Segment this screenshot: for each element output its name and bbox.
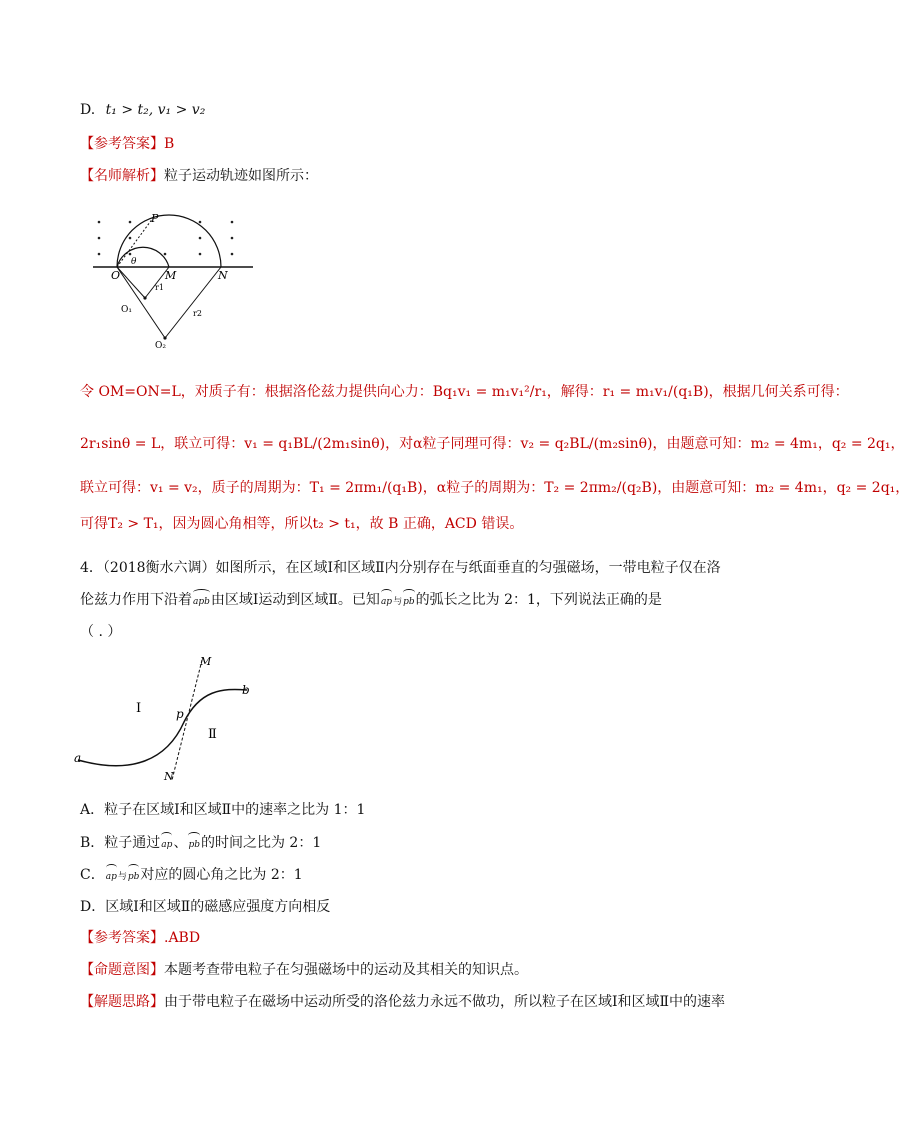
option-a: A．粒子在区域Ⅰ和区域Ⅱ中的速率之比为 1：1 <box>80 802 366 818</box>
label-p: P <box>151 212 159 225</box>
q4-stem-line-1: 4．（2018衡水六调）如图所示，在区域Ⅰ和区域Ⅱ内分别存在与纸面垂直的匀强磁场，一带电粒子仅在洛 <box>80 560 721 576</box>
label-region-1: I <box>136 701 142 716</box>
regions-figure <box>72 650 272 785</box>
option-d: D．区域Ⅰ和区域Ⅱ的磁感应强度方向相反 <box>80 899 331 915</box>
q3-analysis-line <box>80 166 318 186</box>
q4-stem-line-2: 伦兹力作用下沿着apb由区域Ⅰ运动到区域Ⅱ。已知ap与pb的弧长之比为 2：1，下列说法正确的是 <box>80 590 662 612</box>
arc-apb: apb <box>193 592 210 612</box>
o-to-o1-line <box>117 267 145 298</box>
label-n: N <box>218 269 228 282</box>
label-b: b <box>242 683 250 697</box>
option-b: B．粒子通过ap、pb的时间之比为 2：1 <box>80 833 321 855</box>
o-to-o2-line <box>117 267 165 338</box>
label-m: M <box>165 269 177 282</box>
solution-line-3: 联立可得：v₁ = v₂，质子的周期为：T₁ = 2πm₁/(q₁B)，α粒子的周期为：T₂ = 2πm₂/(q₂B)，由题意可知：m₂ = 4m₁，q₂ = 2q₁， <box>80 480 909 496</box>
label-region-2: Ⅱ <box>208 727 217 742</box>
analysis-intro: 粒子运动轨迹如图所示： <box>164 168 318 184</box>
q4-answer-paren: （ . ） <box>80 624 122 640</box>
q3-answer-line <box>80 134 174 154</box>
label-o2: O₂ <box>155 341 166 351</box>
label-n2: N <box>164 770 174 783</box>
trajectory-figure <box>85 200 255 350</box>
arc-ap: ap <box>381 592 392 612</box>
q4-idea-line: 【解题思路】由于带电粒子在磁场中运动所受的洛伦兹力永远不做功，所以粒子在区域Ⅰ和区域Ⅱ中的速率 <box>80 994 726 1010</box>
label-m2: M <box>200 655 212 668</box>
option-d-previous: D. t₁ > t₂, v₁ > v₂ <box>80 102 206 118</box>
answer-value: B <box>164 136 175 152</box>
solution-line-1: 令 OM=ON=L，对质子有：根据洛伦兹力提供向心力：Bq₁v₁ = m₁v₁²/r₁，解得：r₁ = m₁v₁/(q₁B)，根据几何关系可得： <box>80 384 849 400</box>
label-p2: p <box>176 707 184 721</box>
o1-point <box>143 296 146 299</box>
analysis-tag: 【名师解析】 <box>80 168 164 184</box>
q4-intent-line: 【命题意图】本题考查带电粒子在匀强磁场中的运动及其相关的知识点。 <box>80 962 528 978</box>
arc-pb: pb <box>403 592 415 612</box>
trajectory-curve <box>78 689 247 765</box>
label-r2: r2 <box>193 309 202 318</box>
solution-line-2: 2r₁sinθ = L，联立可得：v₁ = q₁BL/(2m₁sinθ)，对α粒子同理可得：v₂ = q₂BL/(m₂sinθ)，由题意可知：m₂ = 4m₁，q₂ = 2q₁， <box>80 436 905 452</box>
o2-point <box>163 336 166 339</box>
solution-line-4: 可得T₂ > T₁，因为圆心角相等，所以t₂ > t₁，故 B 正确，ACD 错误。 <box>80 516 524 532</box>
option-c: C．ap与pb对应的圆心角之比为 2：1 <box>80 865 303 887</box>
label-a: a <box>74 751 82 765</box>
label-o: O <box>111 269 121 282</box>
q4-answer-line: 【参考答案】.ABD <box>80 930 201 946</box>
answer-tag: 【参考答案】 <box>80 136 164 152</box>
label-o1: O₁ <box>121 305 132 315</box>
label-theta: θ <box>131 257 137 267</box>
label-r1: r1 <box>155 283 164 292</box>
